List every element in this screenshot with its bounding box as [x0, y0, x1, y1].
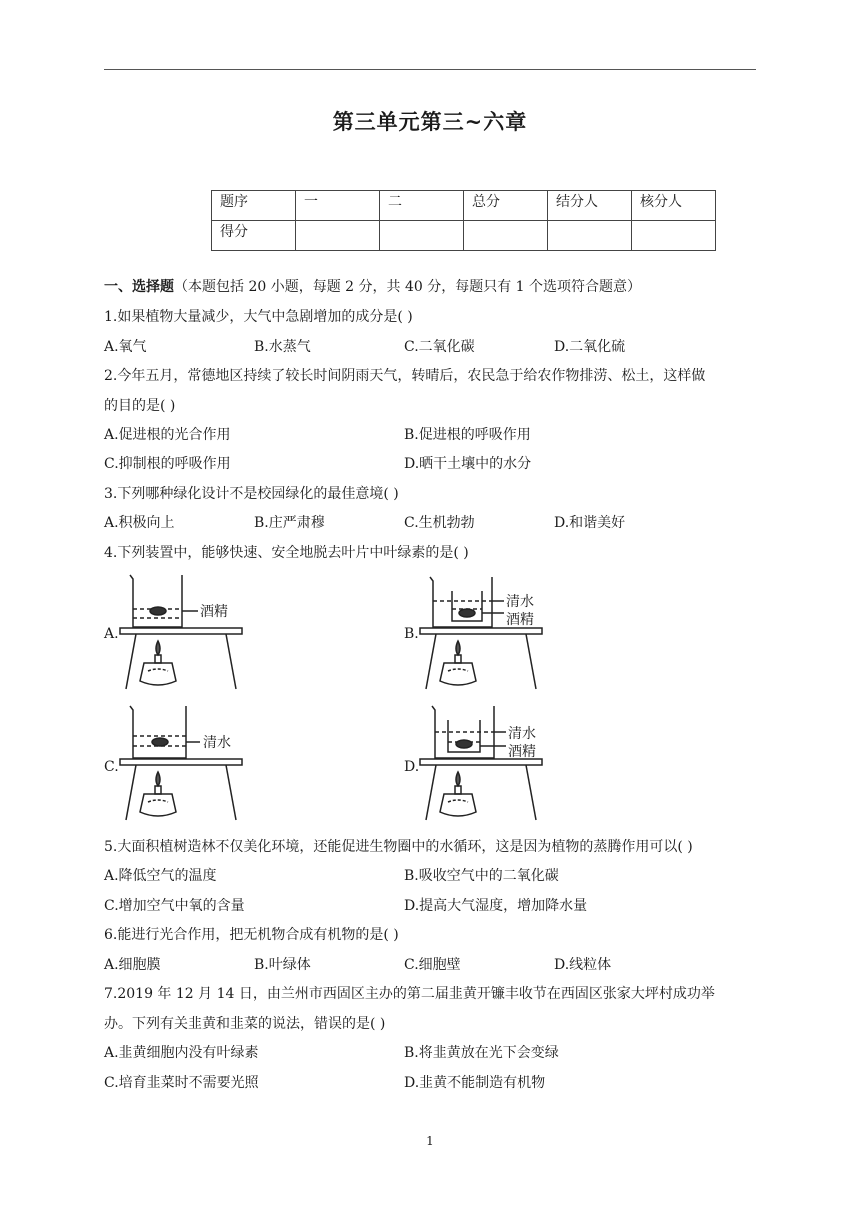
- table-cell: [296, 221, 380, 251]
- option-d: D.: [404, 759, 420, 775]
- question-stem: 6.能进行光合作用，把无机物合成有机物的是( ): [104, 927, 399, 943]
- apparatus-c-diagram: [118, 702, 268, 824]
- option-d: D.晒干土壤中的水分: [404, 456, 532, 472]
- option-a: A.积极向上: [104, 515, 175, 531]
- option-d: D.韭黄不能制造有机物: [404, 1075, 546, 1091]
- option-b: B.庄严肃穆: [254, 515, 325, 531]
- question-stem: 7.2019 年 12 月 14 日，由兰州市西固区主办的第二届韭黄开镰丰收节在西固区张家大坪村成功举: [104, 986, 715, 1002]
- option-b: B.叶绿体: [254, 957, 311, 973]
- figure-label: 酒精: [506, 612, 534, 628]
- option-a: A.氧气: [104, 339, 147, 355]
- table-cell: 一: [296, 191, 380, 221]
- option-b: B.水蒸气: [254, 339, 311, 355]
- figure-label: 清水: [203, 735, 231, 751]
- figure-label: 清水: [506, 594, 534, 610]
- apparatus-a-diagram: [118, 571, 268, 693]
- question-stem: 3.下列哪种绿化设计不是校园绿化的最佳意境( ): [104, 486, 399, 502]
- table-cell: 结分人: [548, 191, 632, 221]
- option-a: A.韭黄细胞内没有叶绿素: [104, 1045, 259, 1061]
- apparatus-b-diagram: [418, 571, 568, 693]
- table-cell: 总分: [464, 191, 548, 221]
- option-a: A.促进根的光合作用: [104, 427, 231, 443]
- page-number: 1: [426, 1134, 434, 1148]
- option-b: B.: [404, 626, 419, 642]
- option-b: B.将韭黄放在光下会变绿: [404, 1045, 559, 1061]
- apparatus-d-diagram: [418, 702, 568, 824]
- table-cell: [548, 221, 632, 251]
- question-stem: 2.今年五月，常德地区持续了较长时间阴雨天气，转晴后，农民急于给农作物排涝、松土，这样做: [104, 368, 706, 384]
- section-heading: [104, 277, 641, 297]
- option-b: B.促进根的呼吸作用: [404, 427, 531, 443]
- figure-label: 酒精: [508, 744, 536, 760]
- table-cell: 二: [380, 191, 464, 221]
- question-stem: 4.下列装置中，能够快速、安全地脱去叶片中叶绿素的是( ): [104, 545, 469, 561]
- score-table-score-row: [212, 221, 716, 251]
- option-c: C.抑制根的呼吸作用: [104, 456, 231, 472]
- option-b: B.吸收空气中的二氧化碳: [404, 868, 559, 884]
- option-d: D.和谐美好: [554, 515, 626, 531]
- figure-label: 清水: [508, 726, 536, 742]
- option-c: C.二氧化碳: [404, 339, 475, 355]
- option-a: A.降低空气的温度: [104, 868, 217, 884]
- score-table: [211, 190, 716, 251]
- option-a: A.: [104, 626, 119, 642]
- question-stem-cont: 的目的是( ): [104, 398, 176, 414]
- option-c: C.增加空气中氧的含量: [104, 898, 245, 914]
- question-stem: 5.大面积植树造林不仅美化环境，还能促进生物圈中的水循环，这是因为植物的蒸腾作用可以( ): [104, 839, 693, 855]
- score-table-header-row: [212, 191, 716, 221]
- option-a: A.细胞膜: [104, 957, 161, 973]
- option-c: C.细胞壁: [404, 957, 461, 973]
- table-cell: [632, 221, 716, 251]
- option-d: D.二氧化硫: [554, 339, 626, 355]
- question-stem-cont: 办。下列有关韭黄和韭菜的说法，错误的是( ): [104, 1016, 386, 1032]
- section-note: （本题包括 20 小题，每题 2 分，共 40 分，每题只有 1 个选项符合题意）: [174, 279, 642, 295]
- table-cell: 核分人: [632, 191, 716, 221]
- table-cell: [464, 221, 548, 251]
- option-d: D.线粒体: [554, 957, 612, 973]
- option-c: C.生机勃勃: [404, 515, 475, 531]
- page-title: 第三单元第三~六章: [332, 109, 528, 134]
- table-cell: 题序: [212, 191, 296, 221]
- figure-label: 酒精: [200, 604, 228, 620]
- option-c: C.: [104, 759, 119, 775]
- table-cell: 得分: [212, 221, 296, 251]
- question-stem: 1.如果植物大量减少，大气中急剧增加的成分是( ): [104, 309, 413, 325]
- option-c: C.培育韭菜时不需要光照: [104, 1075, 259, 1091]
- table-cell: [380, 221, 464, 251]
- option-d: D.提高大气湿度，增加降水量: [404, 898, 588, 914]
- section-title: 一、选择题: [104, 279, 174, 295]
- header-rule: [104, 69, 756, 70]
